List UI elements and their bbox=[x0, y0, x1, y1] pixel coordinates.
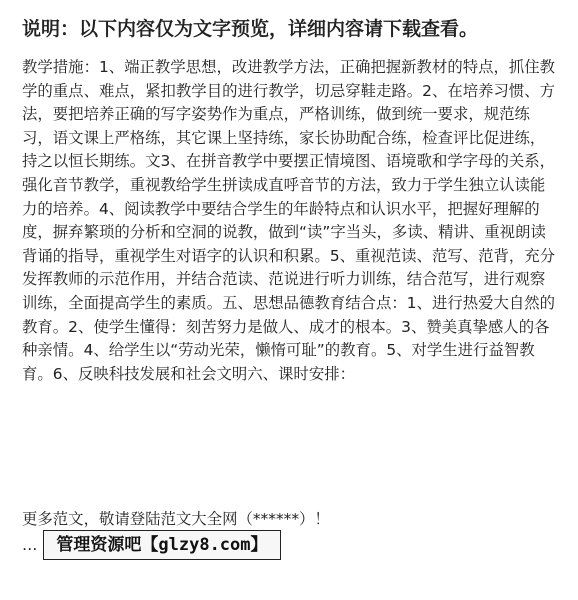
ellipsis-text: … bbox=[22, 536, 38, 554]
document-body bbox=[22, 56, 558, 386]
more-essays-line: 更多范文，敬请登陆范文大全网（******）！ bbox=[22, 510, 330, 528]
site-link-button[interactable]: 管理资源吧【glzy8.com】 bbox=[43, 530, 280, 560]
document-paragraph: 教学措施：1、端正教学思想，改进教学方法，正确把握新教材的特点，抓住教学的重点、难点，紧扣教学目的进行教学，切忌穿鞋走路。2、在培养习惯、方法，要把培养正确的写字姿势作为重点，严格训练，做到统一要求，规范练习，语文课上严格练，其它课上坚持练，家长协助配合练，检查评比促进练，持之以恒长期练。文3、在拼音教学中要摆正情境图、语境歌和学字母的关系，强化音节教学，重视教给学生拼读成直呼音节的方法，致力于学生独立认读能力的培养。4、阅读教学中要结合学生的年龄特点和认识水平，把握好理解的度，摒弃繁琐的分析和空洞的说教，做到“读”字当头，多读、精讲、重视朗读背诵的指导，重视学生对语字的认识和积累。5、重视范读、范写、范背，充分发挥教师的示范作用，并结合范读、范说进行听力训练，结合范写，进行观察训练，全面提高学生的素质。五、思想品德教育结合点：1、进行热爱大自然的教育。2、使学生懂得：刻苦努力是做人、成才的根本。3、赞美真挚感人的各种亲情。4、给学生以“劳动光荣，懒惰可耻”的教育。5、对学生进行益智教育。6、反映科技发展和社会文明六、课时安排： bbox=[22, 58, 556, 383]
site-link-row bbox=[22, 530, 281, 560]
preview-notice-heading: 说明：以下内容仅为文字预览，详细内容请下载查看。 bbox=[22, 18, 479, 40]
